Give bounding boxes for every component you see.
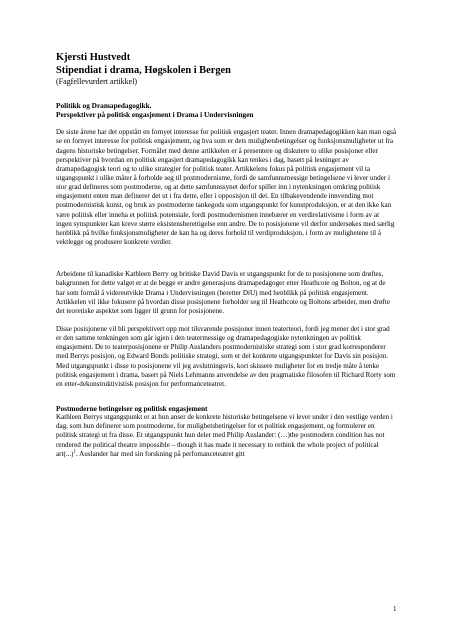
paragraph-2: Arbeidene til kanadiske Kathleen Berry og britiske David Davis er utgangspunkt for de to posisjonene som drøftes, bakgrunnen for dette valget er at de begge er andre generasjons dramapedagoger etter Heathcote og Bolton, og at de har som formål å videreutvikle Drama i Undervisningen (heretter DiU) med henblikk på politisk engasjement. Artikkelen vil ikke fokusere på hvordan disse posisjonene forholder seg til Heathcote og Boltons arbeider, men drøfte det teoretiske aspektet som ligger til grunn for posisjonene. bbox=[56, 270, 391, 315]
peer-review-note: (Fagfellevurdert artikkel) bbox=[56, 77, 138, 87]
paragraph-4-text: Kathleen Berrys utgangspunkt er at hun anser de konkrete historiske betingelsene vi lever under i den vestlige verden i dag, som hun definerer som postmoderne, for mulighetsbetingelser for et politisk engasjement, og formulerer en politisk strategi ut fra disse. Et utgangspunkt hun deler med Philip Auslander: (…)the postmodern condition has not rendered the political theatre impossible – though it has made it necessary to rethink the whole project of political art(...) bbox=[56, 413, 393, 458]
page-content bbox=[56, 52, 396, 468]
paragraph-spacer bbox=[56, 256, 396, 270]
paragraph-3: Disse posisjonene vil bli perspektivert opp mot tilsvarende posisjoner innen teaterteori, fordi jeg mener det i stor grad er den samme tenkningen som går igjen i den teatermessige og dramapedagogiske nytenkningen av politisk engasjement. De to teaterposisjonene er Philip Auslanders postmodernistiske strategi som i stor grad korresponderer med Berrys posisjon, og Edward Bonds politiske strategi, som er det konkrete utgangspunktet for Davis sin posisjon. Med utgangspunkt i disse to posisjonene vil jeg avslutningsvis, kort skissere muligheter for en tredje måte å tenke politisk engasjement i drama, basert på Niels Lehmanns anvendelse av den pragmatiske filosofen til Richard Rorty som en etter-dekonstruktivistisk posisjon for performanceteatret. bbox=[56, 325, 396, 388]
paragraph-4-continuation: . Auslander har med sin forskning på perfomanceteatret gitt bbox=[76, 449, 245, 458]
article-title: Politikk og Dramapedagogikk. bbox=[56, 101, 152, 111]
article-subtitle: Perspektiver på politisk engasjement i Drama i Undervisningen bbox=[56, 110, 254, 120]
page-number: 1 bbox=[393, 605, 397, 613]
paragraph-1: De siste årene har det oppstått en fornyet interesse for politisk engasjert teater. Innen dramapedagogikken kan man også se en fornyet interesse for politisk engasjement, og hva som er dets mulighetsbetingelser og funksjonsmuligheter ut fra dagens historiske betingelser. Formålet med denne artikkelen er å presentere og diskutere to ulike posisjoner eller perspektiver på hvordan en politisk engasjert dramapedagogikk kan tenkes i dag, basert på lesninger av dramapedagogisk teori og to ulike strategier for politisk teater. Artikkelens fokus på politisk engasjement vil ta utgangspunkt i ulike måter å forholde seg til postmodernisme, fordi de samfunnsmessige betingelsene vi lever under i stor grad defineres som postmoderne, og at dette samfunnssynet derfor spiller inn i nytenkningen omkring politisk engasjement enten man definerer det ut i fra dette, eller i opposisjon til det. En tilbakevendende innvending mot postmodernistisk kunst, og bruk av postmoderne tankegods som utgangspunkt for kunstproduksjon, er at den ikke kan være politisk eller inneha et politisk potensiale, fordi postmodernismen innebærer en verdirelativisme i form av at ingen synspunkter kan kreve større eksistensberettigelse enn andre. De to posisjonene vil derfor undersøkes med særlig henblikk på hvilke funksjonsmuligheter de kan ha og deres forhold til verdiproduksjon, i form av mulighetene til å vektlegge og produsere konkrete verdier. bbox=[56, 128, 396, 247]
section-heading: Postmoderne betingelser og politisk engasjement bbox=[56, 404, 208, 414]
footnote-reference[interactable]: 1 bbox=[73, 449, 77, 455]
author-name: Kjersti Hustvedt bbox=[56, 52, 131, 63]
paragraph-4 bbox=[56, 413, 396, 459]
author-position: Stipendiat i drama, Høgskolen i Bergen bbox=[56, 64, 231, 76]
